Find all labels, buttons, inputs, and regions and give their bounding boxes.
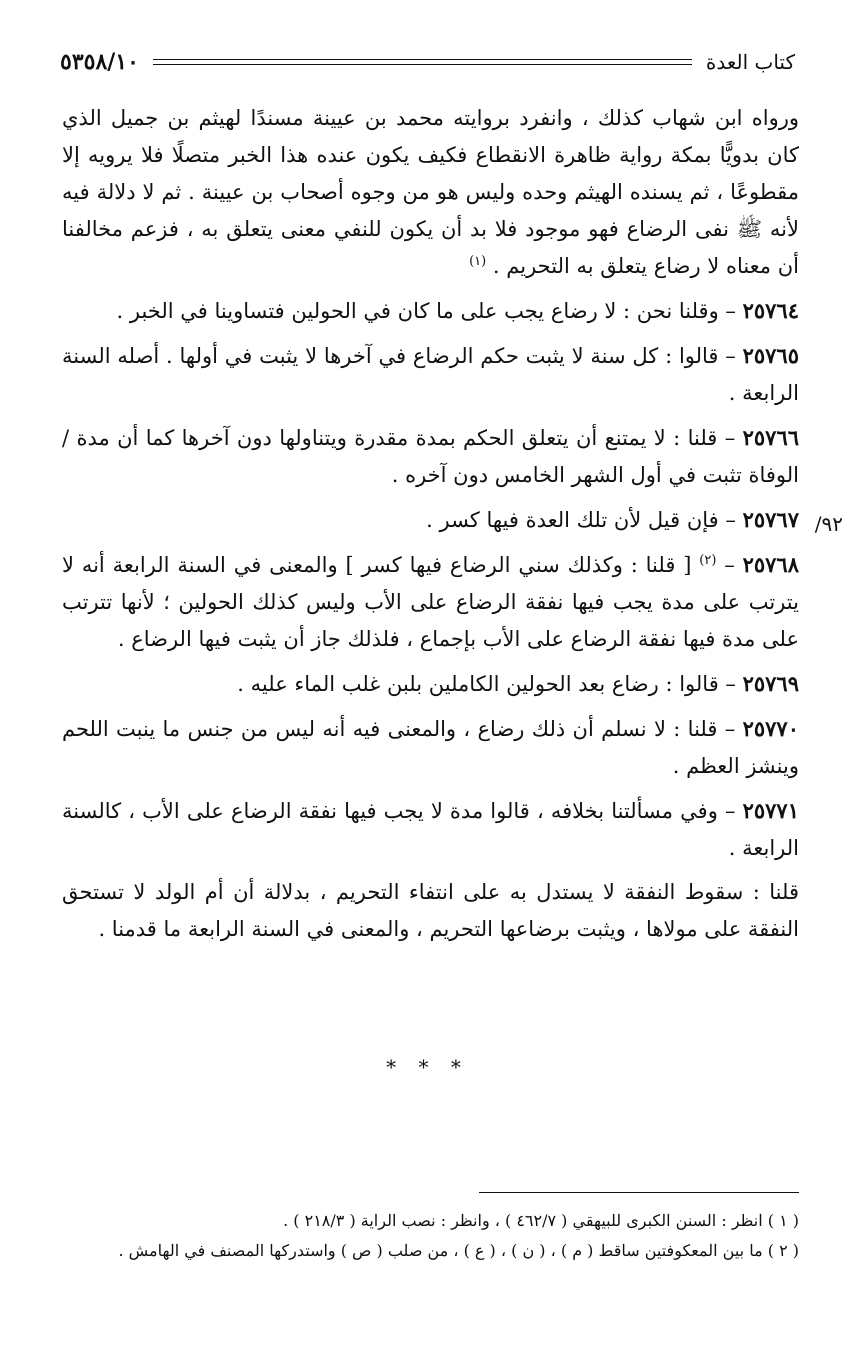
paragraph-text: قلنا : لا يمتنع أن يتعلق الحكم بمدة مقدرة ويتناولها دون آخرها كما أن مدة / الوفاة تثبت في أول الشهر الخامس دون آخره . (62, 426, 799, 487)
paragraph-text: قالوا : رضاع بعد الحولين الكاملين بلبن غلب الماء عليه . (237, 672, 719, 696)
paragraph-text: فإن قيل لأن تلك العدة فيها كسر . (426, 508, 719, 532)
paragraph-number: ٢٥٧٦٧ (742, 507, 799, 532)
paragraph: ٢٥٧٧١ – وفي مسألتنا بخلافه ، قالوا مدة لا يجب فيها نفقة الرضاع على الأب ، كالسنة الرابعة . (62, 798, 799, 860)
footnote: ( ٢ ) ما بين المعكوفتين ساقط ( م ) ، ( ن ) ، ( ع ) ، من صلب ( ص ) واستدركها المصنف في الهامش . (118, 1241, 799, 1260)
paragraph-number: ٢٥٧٦٤ (742, 298, 799, 323)
paragraph: ٢٥٧٦٦ – قلنا : لا يمتنع أن يتعلق الحكم بمدة مقدرة ويتناولها دون آخرها كما أن مدة / الوفاة تثبت في أول الشهر الخامس دون آخره . (62, 425, 800, 487)
paragraph: ٢٥٧٦٩ – قالوا : رضاع بعد الحولين الكاملين بلبن غلب الماء عليه . (237, 671, 799, 696)
paragraph-number: ٢٥٧٦٦ (742, 425, 800, 450)
header-rule (153, 59, 692, 65)
footnote-rule (479, 1192, 799, 1193)
book-title: كتاب العدة (705, 50, 795, 74)
paragraph: ٢٥٧٦٧ – فإن قيل لأن تلك العدة فيها كسر . (426, 507, 799, 532)
paragraph-text: وفي مسألتنا بخلافه ، قالوا مدة لا يجب فيها نفقة الرضاع على الأب ، كالسنة الرابعة . (62, 799, 799, 860)
paragraph-text: [ قلنا : وكذلك سني الرضاع فيها كسر ] والمعنى في السنة الرابعة أنه لا يترتب على مدة يجب فيها نفقة الرضاع على الأب وليس كذلك الحولين ؛ لأنها تترتب على مدة فيها نفقة الرضاع على الأب بإجماع ، فلذلك جاز أن يثبت فيها الرضاع . (62, 553, 799, 651)
margin-page-reference: ٩٢/ (814, 512, 843, 536)
paragraph-number: ٢٥٧٦٨ (742, 552, 799, 577)
section-separator: * * * (386, 1055, 469, 1079)
footnote-ref: (٢) (699, 553, 717, 568)
main-text (62, 100, 799, 955)
footnote: ( ١ ) انظر : السنن الكبرى للبيهقي ( ٤٦٢/٧ ) ، وانظر : نصب الراية ( ٢١٨/٣ ) . (283, 1211, 799, 1230)
paragraph-text: قالوا : كل سنة لا يثبت حكم الرضاع في آخرها لا يثبت في أولها . أصله السنة الرابعة . (62, 344, 799, 405)
paragraph-number: ٢٥٧٧١ (742, 798, 799, 823)
paragraph-number: ٢٥٧٧٠ (742, 716, 799, 741)
paragraph (62, 874, 799, 948)
paragraph (62, 100, 799, 285)
running-header (60, 42, 795, 82)
paragraph-text: وقلنا نحن : لا رضاع يجب على ما كان في الحولين فتساوينا في الخبر . (116, 299, 719, 323)
paragraph: ٢٥٧٦٨ – $^{(٢)}$ [ قلنا : وكذلك سني الرضاع فيها كسر ] والمعنى في السنة الرابعة أنه لا يترتب على مدة يجب فيها نفقة الرضاع على الأب وليس كذلك الحولين ؛ لأنها تترتب على مدة فيها نفقة الرضاع على الأب بإجماع ، فلذلك جاز أن يثبت فيها الرضاع . (62, 552, 799, 651)
paragraph-text: ورواه ابن شهاب كذلك ، وانفرد بروايته محمد بن عيينة مسندًا لهيثم بن جميل الذي كان بدويًّا بمكة رواية ظاهرة الانقطاع فكيف يكون عنده هذا الخبر متصلًا فلا يرويه إلا مقطوعًا ، ثم يسنده الهيثم وحده وليس هو من وجوه أصحاب بن عيينة . ثم لا دلالة فيه لأنه ﷺ نفى الرضاع فهو موجود فلا بد أن يكون للنفي معنى يتعلق به ، فزعم مخالفنا أن معناه لا رضاع يتعلق به التحريم . (62, 106, 799, 278)
paragraph: ٢٥٧٦٥ – قالوا : كل سنة لا يثبت حكم الرضاع في آخرها لا يثبت في أولها . أصله السنة الرابعة . (62, 343, 799, 405)
paragraph: ٢٥٧٦٤ – وقلنا نحن : لا رضاع يجب على ما كان في الحولين فتساوينا في الخبر . (116, 298, 799, 323)
paragraph-number: ٢٥٧٦٥ (742, 343, 799, 368)
page-number: ٥٣٥٨/١٠ (60, 49, 139, 75)
paragraph: ٢٥٧٧٠ – قلنا : لا نسلم أن ذلك رضاع ، والمعنى فيه أنه ليس من جنس ما ينبت اللحم وينشز العظم . (62, 716, 799, 778)
paragraph-number: ٢٥٧٦٩ (742, 671, 799, 696)
footnotes (62, 1206, 799, 1266)
footnote-ref: (١) (469, 254, 487, 269)
paragraph-text: قلنا : لا نسلم أن ذلك رضاع ، والمعنى فيه أنه ليس من جنس ما ينبت اللحم وينشز العظم . (62, 717, 799, 778)
paragraph-text: قلنا : سقوط النفقة لا يستدل به على انتفاء التحريم ، بدلالة أن أم الولد لا تستحق النفقة على مولاها ، ويثبت برضاعها التحريم ، والمعنى في السنة الرابعة ما قدمنا . (62, 880, 799, 941)
